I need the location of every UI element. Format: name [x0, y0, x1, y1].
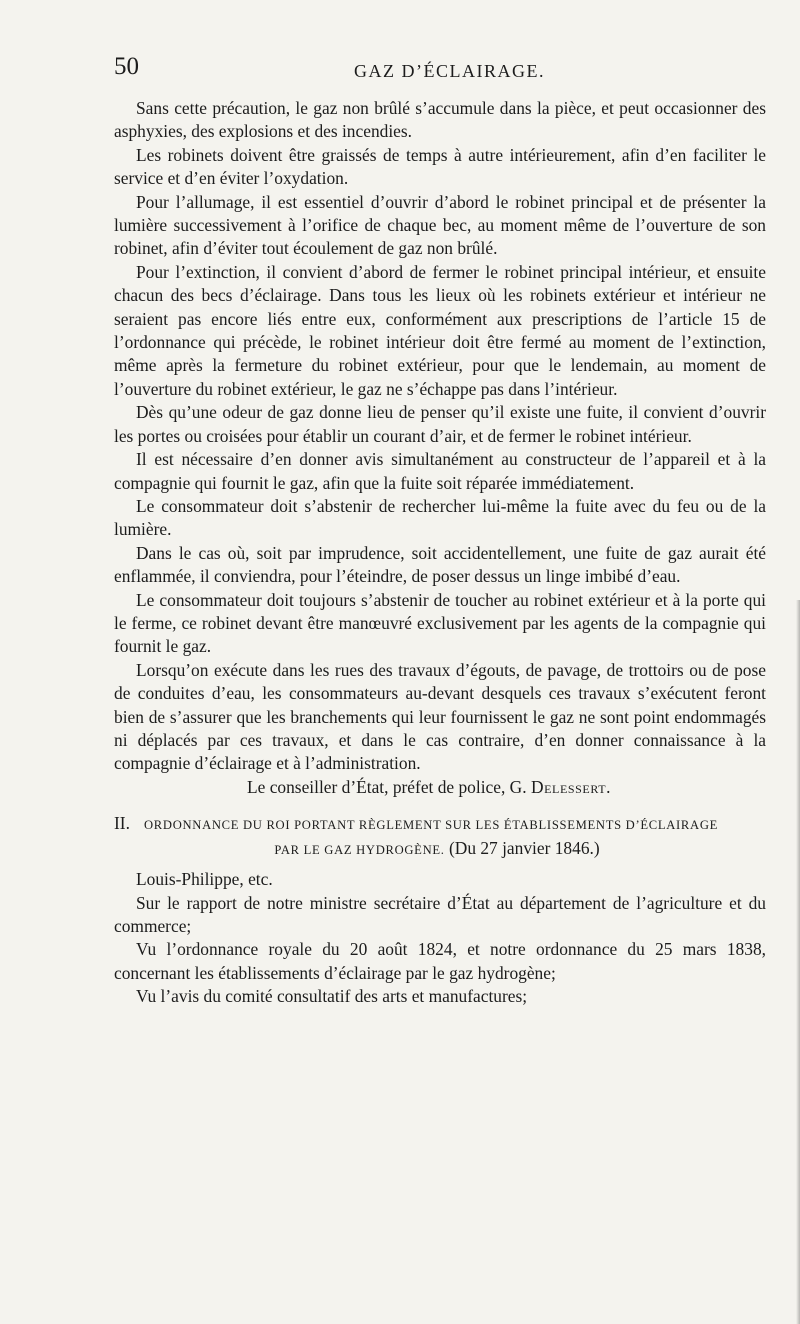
paragraph: Vu l’ordonnance royale du 20 août 1824, et notre ordonnance du 25 mars 1838, concernant les établissements d’éclairage par le gaz hydrogène; [114, 939, 766, 983]
section-number: II. [114, 813, 130, 834]
page-header [114, 52, 764, 86]
signature-line [114, 776, 766, 799]
section-title-continued [144, 837, 766, 862]
paragraph: Pour l’extinction, il convient d’abord de fermer le robinet principal intérieur, et ensuite chacun des becs d’éclairage. Dans tous les lieux où les robinets extérieur et intérieur ne seraient pas encore liés entre eux, conformément aux prescriptions de l’article 15 de l’ordonnance qui précède, le robinet intérieur doit être fermé au moment de l’extinction, même après la fermeture du robinet extérieur, pour que le lendemain, au moment de l’ouverture du robinet extérieur, le gaz ne s’échappe pas dans l’intérieur. [114, 261, 766, 399]
section-heading [114, 812, 766, 862]
paragraph: Sans cette précaution, le gaz non brûlé s’accumule dans la pièce, et peut occasionner des asphyxies, des explosions et des incendies. [114, 98, 766, 142]
paragraph: Dans le cas où, soit par imprudence, soit accidentellement, une fuite de gaz aurait été enflammée, il conviendra, pour l’éteindre, de poser dessus un linge imbibé d’eau. [114, 542, 766, 587]
paragraph: Il est nécessaire d’en donner avis simultanément au constructeur de l’appareil et à la compagnie qui fournit le gaz, afin que la fuite soit réparée immédiatement. [114, 449, 766, 493]
paragraph: Sur le rapport de notre ministre secrétaire d’État au département de l’agriculture et du commerce; [114, 892, 766, 936]
paragraph: Vu l’avis du comité consultatif des arts et manufactures; [136, 986, 528, 1007]
paragraph: Pour l’allumage, il est essentiel d’ouvrir d’abord le robinet principal et de présenter la lumière successivement à l’orifice de chaque bec, au moment même de l’ouverture de son robinet, afin d’éviter tout écoulement de gaz non brûlé. [114, 191, 766, 259]
paragraph: Le consommateur doit toujours s’abstenir de toucher au robinet extérieur et à la porte qui le ferme, ce robinet devant être manœuvré exclusivement par les agents de la compagnie qui fournit le gaz. [114, 589, 766, 657]
page-number: 50 [114, 53, 139, 80]
paragraph: Lorsqu’on exécute dans les rues des travaux d’égouts, de pavage, de trottoirs ou de pose de conduites d’eau, les consommateurs au-devant desquels ces travaux s’exécutent feront bien de s’assurer que les branchements qui leur fournissent le gaz ne sont point endommagés ni déplacés par ces travaux, et dans le cas contraire, d’en donner connaissance à la compagnie d’éclairage et à l’administration. [114, 659, 766, 774]
section-title-line-2: PAR LE GAZ HYDROGÈNE. [274, 843, 445, 858]
paragraph: Les robinets doivent être graissés de temps à autre intérieurement, afin d’en faciliter le service et d’en éviter l’oxydation. [114, 144, 766, 189]
paragraph: Le consommateur doit s’abstenir de rechercher lui-même la fuite avec du feu ou de la lumière. [114, 495, 766, 540]
signature-name: Delessert. [530, 776, 612, 797]
running-title: GAZ D’ÉCLAIRAGE. [354, 61, 545, 81]
paragraph: Dès qu’une odeur de gaz donne lieu de penser qu’il existe une fuite, il convient d’ouvrir les portes ou croisées pour établir un courant d’air, et de fermer le robinet intérieur. [114, 402, 766, 446]
section-title: ORDONNANCE DU ROI PORTANT RÈGLEMENT SUR LES ÉTABLISSEMENTS D’ÉCLAIRAGE [144, 818, 719, 833]
page-edge-shadow [796, 600, 800, 1324]
signature-text: Le conseiller d’État, préfet de police, G. [247, 776, 527, 797]
section-date: (Du 27 janvier 1846.) [448, 838, 600, 859]
paragraph: Louis-Philippe, etc. [136, 869, 273, 890]
body-text [114, 97, 766, 1009]
